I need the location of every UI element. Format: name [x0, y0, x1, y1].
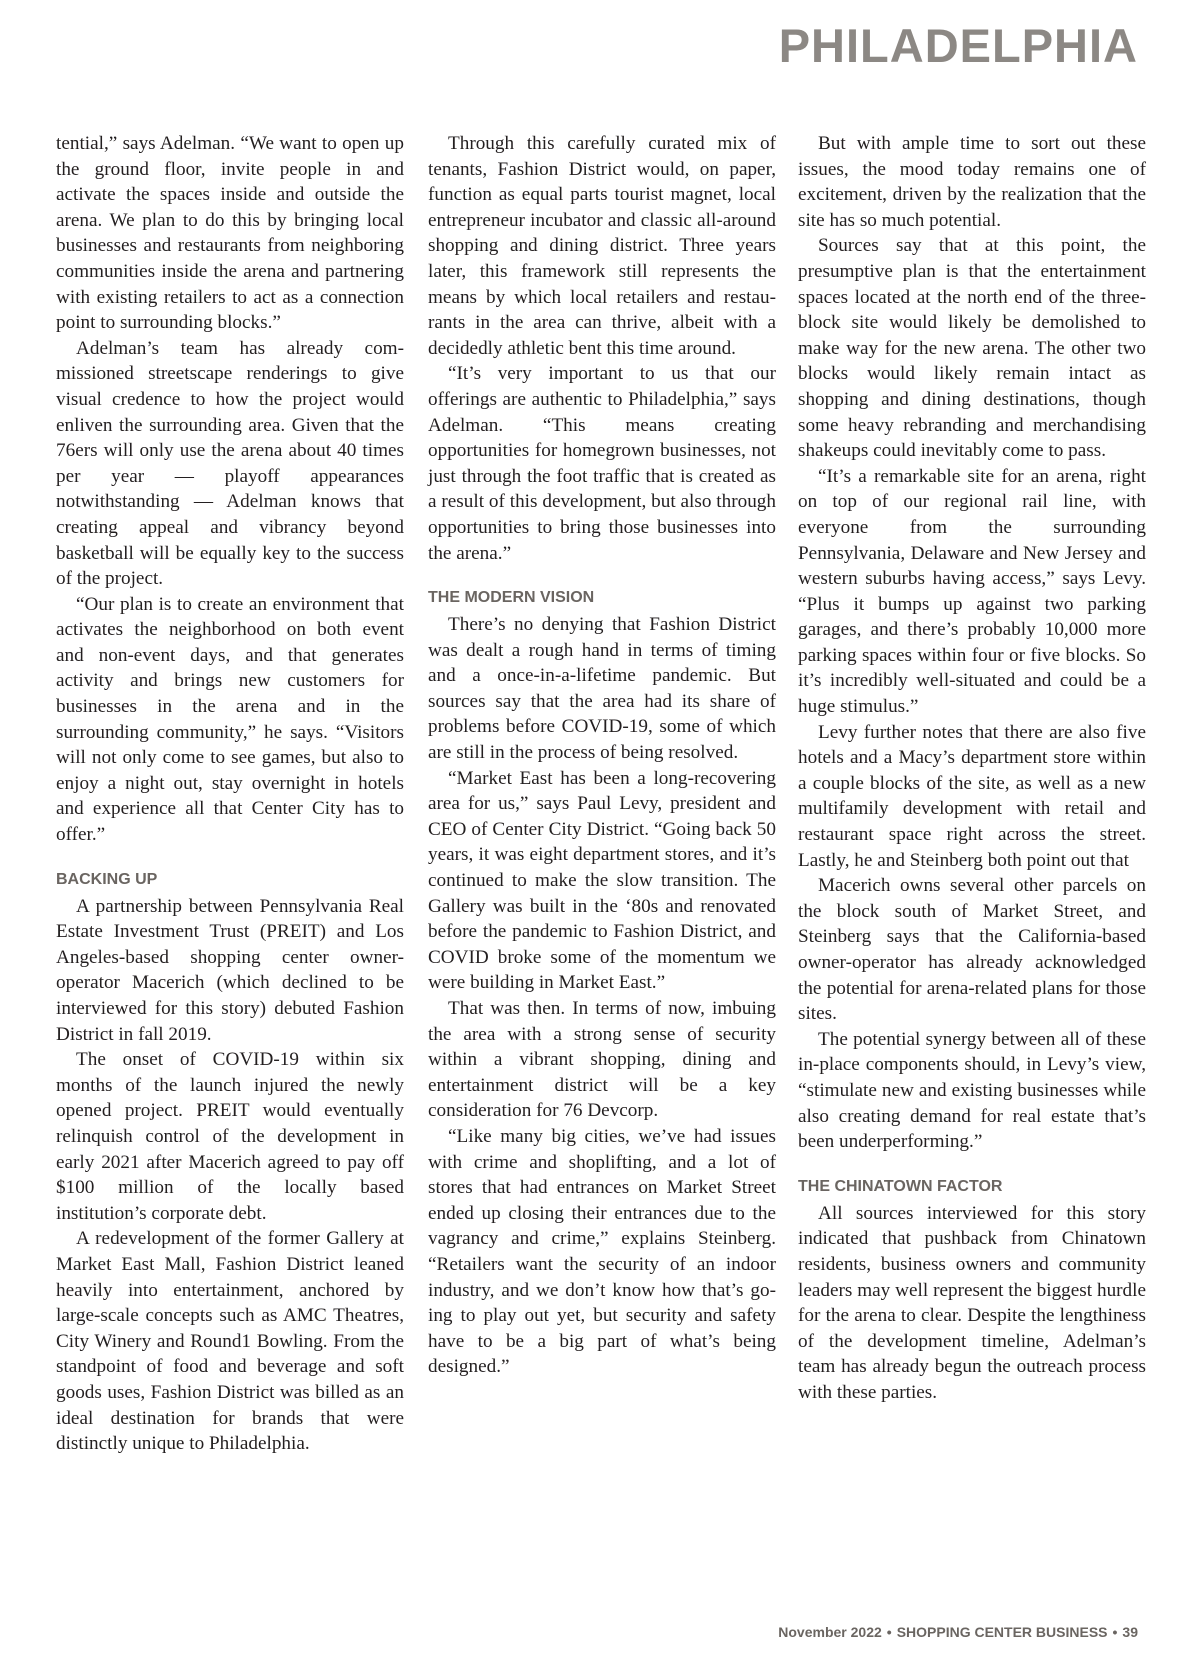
article-paragraph: The onset of COVID-19 within six months of the launch injured the newly opened project. PREIT would eventually relinquish control of the development in early 2021 after Macerich agreed to pay off $100 million of the locally based institution’s corporate debt. [56, 1049, 404, 1224]
publication-name: SHOPPING CENTER BUSINESS [896, 1624, 1108, 1640]
page-number: 39 [1122, 1624, 1138, 1640]
article-paragraph: A redevelopment of the former Gallery at Market East Mall, Fashion District leaned heavily into entertainment, anchored by large-scale concepts such as AMC Theatres, City Winery and Round1 Bowling. From the standpoint of food and beverage and soft goods uses, Fashion District was billed as an ideal destination for brands that were distinctly unique to Philadelphia. [56, 1228, 404, 1455]
section-subhead: BACKING UP [56, 870, 158, 888]
article-paragraph: “Our plan is to create an environment that activates the neighborhood on both event and non-event days, and that generates activity and brings new customers for businesses in the arena and in the surrounding community,” he says. “Visitors will not only come to see games, but also to enjoy a night out, stay overnight in hotels and experience all that Center City has to offer.” [56, 593, 404, 846]
article-paragraph: tential,” says Adelman. “We want to open up the ground floor, invite people in and activate the spaces inside and outside the arena. We plan to do this by bringing local businesses and restaurants from neighboring communities inside the arena and partnering with existing retailers to act as a connection point to surrounding blocks.” [56, 133, 404, 334]
article-paragraph: “Like many big cities, we’ve had issues with crime and shoplifting, and a lot of stores that had entrances on Market Street ended up closing their entrances due to the vagrancy and crime,” explains Steinberg. “Retailers want the security of an indoor industry, and we don’t know how that’s going to play out yet, but security and safety have to be a big part of what’s being designed.” [428, 1125, 776, 1378]
article-paragraph: Macerich owns several other parcels on the block south of Market Street, and Steinberg says that the California-based owner-operator has already acknowledged the potential for arena-related plans for those sites. [798, 875, 1146, 1025]
article-paragraph: Sources say that at this point, the presumptive plan is that the entertainment spaces located at the north end of the three-block site would likely be demolished to make way for the new arena. The other two blocks would likely remain intact as shopping and dining destinations, though some heavy rebranding and merchandising shakeups could inevitably come to pass. [798, 235, 1146, 462]
article-paragraph: “Market East has been a long-recovering area for us,” says Paul Levy, president and CEO of Center City District. “Going back 50 years, it was eight department stores, and it’s continued to make the slow transition. The Gallery was built in the ‘80s and renovated before the pandemic to Fashion District, and COVID broke some of the momentum we were building in Market East.” [428, 767, 776, 994]
section-subhead: THE CHINATOWN FACTOR [798, 1177, 1003, 1195]
footer-bullet: • [886, 1624, 892, 1640]
section-title: PHILADELPHIA [778, 19, 1138, 72]
article-paragraph: All sources interviewed for this story indicated that pushback from Chinatown residents, business owners and community leaders may well represent the biggest hurdle for the arena to clear. Despite the lengthiness of the development timeline, Adelman’s team has already begun the outreach process with these parties. [798, 1202, 1146, 1403]
article-paragraph: But with ample time to sort out these issues, the mood today remains one of excitement, driven by the realization that the site has so much potential. [798, 133, 1146, 231]
article-column-1 [56, 131, 404, 1457]
article-paragraph: Through this carefully curated mix of tenants, Fashion District would, on paper, function as equal parts tourist magnet, local entrepreneur incubator and classic all-around shopping and dining district. Three years later, this framework still represents the means by which local retailers and restaurants in the area can thrive, albeit with a decidedly athletic bent this time around. [428, 133, 776, 359]
article-column-3 [798, 131, 1146, 1406]
article-paragraph: Levy further notes that there are also five hotels and a Macy’s department store within a couple blocks of the site, as well as a new multifamily development with retail and restaurant space right across the street. Lastly, he and Steinberg both point out that [798, 721, 1146, 871]
footer-bullet: • [1112, 1624, 1118, 1640]
page-footer [778, 1624, 1138, 1640]
article-paragraph: The potential synergy between all of these in-place components should, in Levy’s view, “stimulate new and existing businesses while also creating demand for real estate that’s been underperforming.” [798, 1028, 1146, 1153]
issue-date: November 2022 [778, 1624, 882, 1640]
article-column-2 [428, 131, 776, 1380]
section-subhead: THE MODERN VISION [428, 589, 595, 607]
article-paragraph: “It’s very important to us that our offerings are authentic to Philadelphia,” says Adelman. “This means creating opportunities for homegrown businesses, not just through the foot traffic that is created as a result of this development, but also through opportunities to bring those businesses into the arena.” [428, 363, 776, 564]
article-paragraph: A partnership between Pennsylvania Real Estate Investment Trust (PREIT) and Los Angeles-based shopping center owner-operator Macerich (which declined to be interviewed for this story) debuted Fashion District in fall 2019. [56, 895, 404, 1045]
article-paragraph: “It’s a remarkable site for an arena, right on top of our regional rail line, with everyone from the surrounding Pennsylvania, Delaware and New Jersey and western suburbs having access,” says Levy. “Plus it bumps up against two parking garages, and there’s probably 10,000 more parking spaces within four or five blocks. So it’s incredibly well-situated and could be a huge stimulus.” [798, 465, 1146, 718]
article-paragraph: Adelman’s team has already commissioned streetscape renderings to give visual credence to how the project would enliven the surrounding area. Given that the 76ers will only use the arena about 40 times per year — playoff appearances notwithstanding — Adelman knows that creating appeal and vibrancy beyond basketball will be equally key to the success of the project. [56, 337, 404, 590]
article-paragraph: That was then. In terms of now, imbuing the area with a strong sense of security within a vibrant shopping, dining and entertainment district will be a key consideration for 76 Devcorp. [428, 998, 776, 1122]
article-paragraph: There’s no denying that Fashion District was dealt a rough hand in terms of timing and a once-in-a-lifetime pandemic. But sources say that the area had its share of problems before COVID-19, some of which are still in the process of being resolved. [428, 614, 776, 764]
